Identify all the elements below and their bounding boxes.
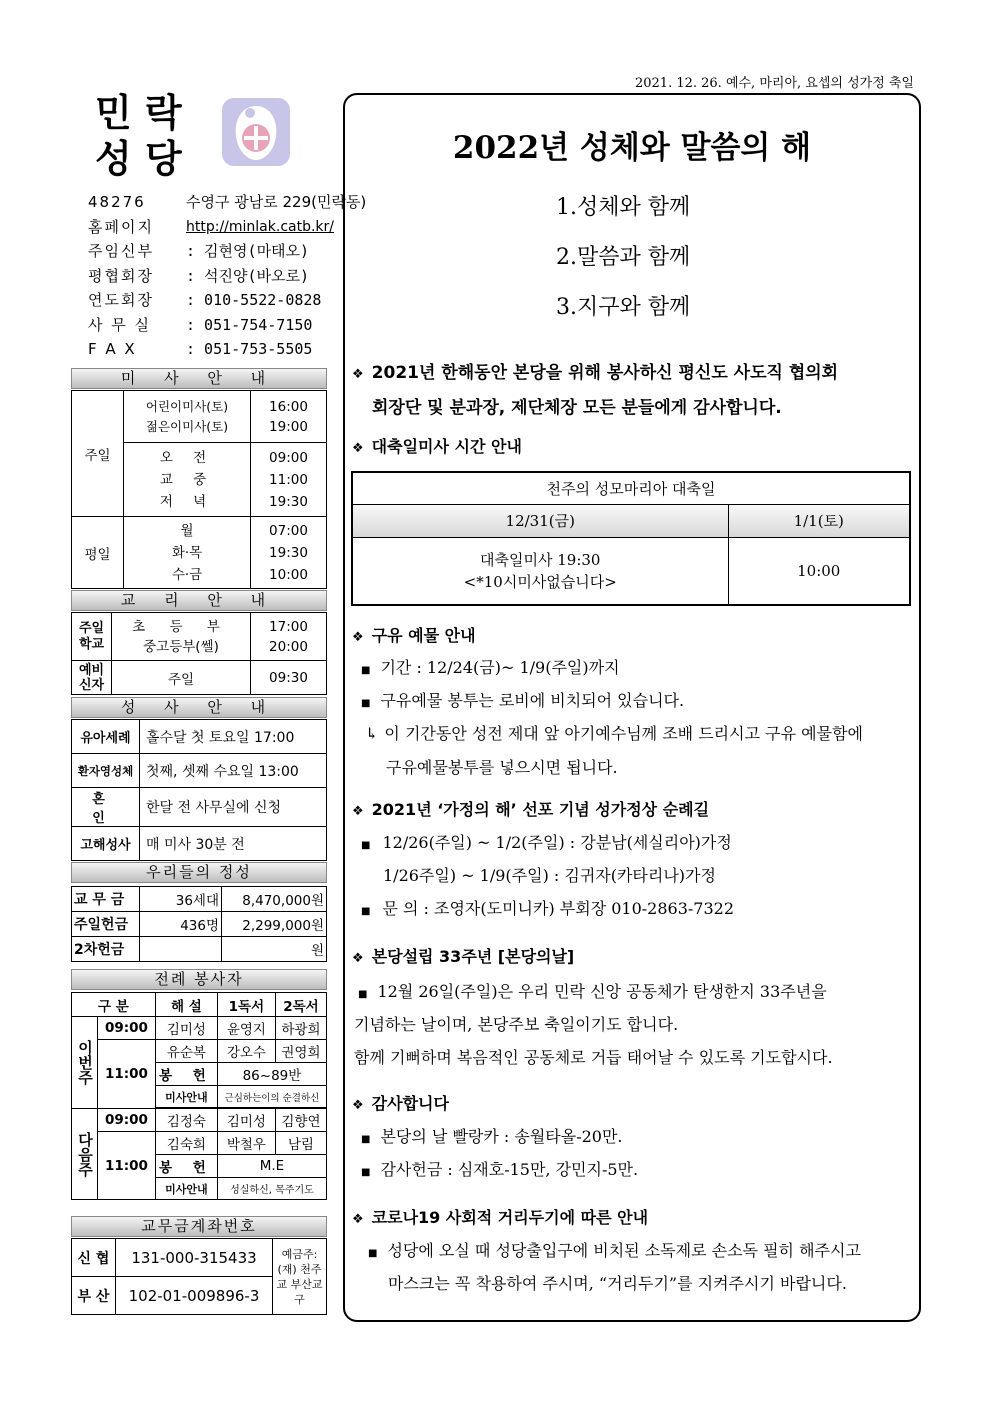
pilgrim-heading: [352, 797, 709, 820]
youth-mass-time: 19:00: [269, 418, 308, 435]
mass-table: [71, 390, 327, 589]
next-offertory-value: M.E: [217, 1155, 326, 1178]
thanks-item2: ■ 감사헌금 : 심재호-15만, 강민지-5만.: [361, 1160, 639, 1179]
diamond-bullet-icon: ❖: [352, 441, 364, 456]
sick-communion-label: 환자영성체: [72, 754, 140, 788]
church-name: [95, 90, 182, 182]
col-division: 구 분: [72, 993, 156, 1017]
am-mass: 오 전: [159, 449, 215, 466]
gift-item3: [365, 721, 863, 744]
pilgrim-heading-text: 2021년 ‘가정의 해’ 선포 기념 성가정상 순례길: [371, 800, 710, 819]
next-time2: 11:00: [98, 1132, 156, 1200]
pilgrim-family2: 1/26주일) ~ 1/9(주일) : 김귀자(카타리나)가정: [383, 866, 716, 885]
gift-period: 기간 : 12/24(금)~ 1/9(주일)까지: [380, 658, 620, 677]
mid-mass: 교 중: [159, 471, 215, 488]
diamond-bullet-icon: ❖: [352, 367, 364, 382]
thanks-offering: 감사헌금 : 심재호-15만, 강민지-5만.: [380, 1160, 639, 1179]
second-offering-amount: 원: [222, 937, 327, 962]
council-label: 평협회장: [88, 266, 154, 285]
tithe-label: 교 무 금: [72, 887, 140, 912]
office-label: 사 무 실: [88, 315, 152, 334]
fax-label: F A X: [88, 340, 137, 358]
tue-thu: 화·목: [171, 544, 203, 561]
pilgrim-family1: 12/26(주일) ~ 1/2(주일) : 강분남(세실리아)가정: [382, 833, 732, 852]
col-reading1: 1독서: [217, 993, 275, 1017]
bank2-name: 부 산: [72, 1277, 116, 1315]
next-r1-comment: 김정숙: [155, 1109, 217, 1132]
next-r2-comment: 김숙희: [155, 1132, 217, 1155]
covid-heading-text: 코로나19 사회적 거리두기에 따른 안내: [371, 1208, 649, 1227]
pastor-value: : 김현영(마태오): [186, 242, 310, 260]
bank1-name: 신 협: [72, 1239, 116, 1277]
marriage-label: 혼 인: [72, 788, 140, 827]
this-week-label: 이번주: [72, 1017, 98, 1109]
postal-code: 48276: [88, 193, 146, 211]
thanks-item1: ■ 본당의 날 빨랑카 : 송월타올-20만.: [361, 1127, 623, 1146]
address: 수영구 광남로 229(민락동): [186, 193, 367, 211]
next-r2-reading1: 박철우: [217, 1132, 275, 1155]
point-1: 1.성체와 함께: [556, 195, 691, 220]
this-offertory-label: 봉 헌: [155, 1063, 217, 1086]
tue-thu-time: 19:30: [269, 544, 308, 561]
next-week-label: 다음주: [72, 1109, 98, 1200]
account-holder: 예금주: (재) 천주교 부산교구: [273, 1239, 327, 1315]
thanks-heading-text: 감사합니다: [371, 1094, 449, 1113]
bank2-account: 102-01-009896-3: [116, 1277, 273, 1315]
church-name-line2: 성 당: [95, 136, 182, 181]
gift-envelope: 구유예물 봉투는 로비에 비치되어 있습니다.: [380, 691, 685, 710]
feast-table: [351, 471, 911, 606]
liturgy-table: [71, 992, 327, 1200]
eve-mass: 저 녁: [159, 493, 215, 510]
this-time2: 11:00: [98, 1040, 156, 1109]
gift-heading: [352, 623, 476, 646]
pilgrim-item1: ■ 12/26(주일) ~ 1/2(주일) : 강분남(세실리아)가정: [361, 833, 732, 852]
this-r2-comment: 유순복: [155, 1040, 217, 1063]
catechumen-label: 예비 신자: [72, 661, 112, 695]
this-r1-comment: 김미성: [155, 1017, 217, 1040]
liturgy-header: 전례 봉사자: [71, 969, 327, 990]
this-r2-reading2: 권영희: [275, 1040, 326, 1063]
next-usher-label: 미사안내: [155, 1178, 217, 1200]
diamond-bullet-icon: ❖: [352, 804, 364, 819]
next-offertory-label: 봉 헌: [155, 1155, 217, 1178]
office-value: : 051-754-7150: [186, 315, 313, 334]
next-time1: 09:00: [98, 1109, 156, 1132]
yeondo-value: : 010-5522-0828: [186, 291, 322, 309]
sunday-offering-amount: 2,299,000원: [222, 912, 327, 937]
edu-table: [71, 612, 327, 695]
diamond-bullet-icon: ❖: [352, 1098, 364, 1113]
marriage-value: 한달 전 사무실에 신청: [140, 788, 327, 827]
gift-heading-text: 구유 예물 안내: [371, 626, 476, 645]
tithe-amount: 8,470,000원: [222, 887, 327, 912]
offering-table: [71, 886, 327, 962]
col-commentary: 해 설: [155, 993, 217, 1017]
date-line: 2021. 12. 26. 예수, 마리아, 요셉의 성가정 축일: [634, 76, 914, 91]
thanks-line1: [352, 358, 838, 383]
arrow-icon: ↳: [365, 724, 379, 743]
gift-instruction1: 이 기간동안 성전 제대 앞 아기예수님께 조배 드리시고 구유 예물함에: [384, 724, 863, 743]
sacrament-header: 성 사 안 내: [71, 697, 327, 718]
mid-time: 11:00: [269, 471, 308, 488]
this-usher-label: 미사안내: [155, 1086, 217, 1108]
baptism-label: 유아세례: [72, 720, 140, 754]
sunday-label: 주일: [72, 391, 124, 517]
elementary-time: 17:00: [269, 618, 308, 635]
confession-label: 고해성사: [72, 827, 140, 861]
this-r1-reading2: 하광희: [275, 1017, 326, 1040]
parish-info: [88, 190, 366, 362]
homepage-link[interactable]: http://minlak.catb.kr/: [186, 218, 334, 235]
baptism-value: 홀수달 첫 토요일 17:00: [140, 720, 327, 754]
next-r1-reading2: 김향연: [275, 1109, 326, 1132]
thanks-line2: 회장단 및 분과장, 제단체장 모든 분들에게 감사합니다.: [372, 398, 782, 418]
palanca: 본당의 날 빨랑카 : 송월타올-20만.: [380, 1127, 623, 1146]
bank-table: [71, 1238, 327, 1315]
school-label: 주일 학교: [72, 613, 112, 661]
tithe-count: 36세대: [140, 887, 222, 912]
pilgrim-item3: ■ 문 의 : 조영자(도미니카) 부회장 010-2863-7322: [361, 899, 735, 918]
middle-high: 중고등부(쎌): [143, 638, 219, 655]
feast-date1: 12/31(금): [352, 504, 728, 537]
council-value: : 석진양(바오로): [186, 266, 310, 285]
monday: 월: [180, 522, 194, 539]
this-r2-reading1: 강오수: [217, 1040, 275, 1063]
wed-fri-time: 10:00: [269, 566, 308, 583]
yeondo-label: 연도회장: [88, 291, 154, 309]
offering-header: 우리들의 정성: [71, 862, 327, 883]
col-reading2: 2독서: [275, 993, 326, 1017]
church-name-line1: 민 락: [95, 90, 182, 135]
gift-instruction2: 구유예물봉투를 넣으시면 됩니다.: [386, 758, 618, 777]
diamond-bullet-icon: ❖: [352, 630, 364, 645]
gift-item1: ■ 기간 : 12/24(금)~ 1/9(주일)까지: [361, 658, 620, 677]
middle-high-time: 20:00: [269, 638, 308, 655]
this-r1-reading1: 윤영지: [217, 1017, 275, 1040]
next-r2-reading2: 남림: [275, 1132, 326, 1155]
catechumen-time: 09:30: [251, 661, 327, 695]
this-usher-value: 근심하는이의 순결하신: [217, 1086, 326, 1108]
mass-header: 미 사 안 내: [71, 368, 327, 389]
covid-heading: [352, 1205, 648, 1228]
edu-header: 교 리 안 내: [71, 590, 327, 611]
anniv-line1: ■ 12월 26일(주일)은 우리 민락 신앙 공동체가 탄생한지 33주년을: [358, 982, 827, 1001]
feast-mass-time: 대축일미사 19:30: [480, 550, 601, 569]
children-mass-time: 16:00: [269, 398, 308, 415]
covid-text2: 마스크는 꼭 착용하여 주시며, “거리두기”를 지켜주시기 바랍니다.: [388, 1274, 847, 1293]
feast-no-10am: <*10시미사없습니다>: [463, 572, 617, 591]
covid-item1: ■ 성당에 오실 때 성당출입구에 비치된 소독제로 손소독 필히 해주시고: [368, 1241, 861, 1260]
anniv-text1: 12월 26일(주일)은 우리 민락 신앙 공동체가 탄생한지 33주년을: [377, 982, 827, 1001]
eve-time: 19:30: [269, 493, 308, 510]
second-offering-count: [140, 937, 222, 962]
second-offering-label: 2차헌금: [72, 937, 140, 962]
elementary: 초 등 부: [132, 618, 230, 635]
pastor-label: 주임신부: [88, 242, 154, 260]
sunday-offering-count: 436명: [140, 912, 222, 937]
anniv-text2: 기념하는 날이며, 본당주보 축일이기도 합니다.: [354, 1015, 679, 1034]
thanks-text1: 2021년 한해동안 본당을 위해 봉사하신 평신도 사도직 협의회: [371, 363, 839, 383]
monday-time: 07:00: [269, 522, 308, 539]
children-mass: 어린이미사(토): [145, 398, 229, 414]
diamond-bullet-icon: ❖: [352, 1212, 364, 1227]
bank1-account: 131-000-315433: [116, 1239, 273, 1277]
this-time1: 09:00: [98, 1017, 156, 1040]
feast-date2: 1/1(토): [728, 504, 910, 537]
parish-logo-icon: [220, 96, 292, 168]
gift-item2: ■ 구유예물 봉투는 로비에 비치되어 있습니다.: [361, 691, 685, 710]
diamond-bullet-icon: ❖: [352, 951, 364, 966]
headline: 2022년 성체와 말씀의 해: [452, 130, 812, 166]
sunday-offering-label: 주일헌금: [72, 912, 140, 937]
thanks-heading: [352, 1091, 449, 1114]
anniv-heading-text: 본당설립 33주년 [본당의날]: [371, 947, 575, 966]
weekday-label: 평일: [72, 517, 124, 589]
bank-header: 교무금계좌번호: [71, 1216, 327, 1237]
am-time: 09:00: [269, 449, 308, 466]
sacrament-table: [71, 719, 327, 861]
feast-heading: [352, 434, 522, 457]
homepage-label: 홈페이지: [88, 217, 154, 236]
catechumen-day: 주일: [112, 661, 251, 695]
confession-value: 매 미사 30분 전: [140, 827, 327, 861]
youth-mass: 젊은이미사(토): [145, 418, 229, 434]
point-3: 3.지구와 함께: [556, 295, 691, 320]
point-2: 2.말씀과 함께: [556, 245, 691, 270]
anniv-heading: [352, 944, 574, 967]
pilgrim-contact: 문 의 : 조영자(도미니카) 부회장 010-2863-7322: [382, 899, 735, 918]
next-usher-value: 성실하신, 목주기도: [217, 1178, 326, 1200]
feast-heading-text: 대축일미사 시간 안내: [371, 437, 522, 456]
feast-day2-time: 10:00: [728, 537, 910, 605]
fax-value: : 051-753-5505: [186, 340, 313, 358]
sick-communion-value: 첫째, 셋째 수요일 13:00: [140, 754, 327, 788]
this-offertory-value: 86~89반: [217, 1063, 326, 1086]
next-r1-reading1: 김미성: [217, 1109, 275, 1132]
anniv-text3: 함께 기뻐하며 복음적인 공동체로 거듭 태어날 수 있도록 기도합시다.: [354, 1048, 833, 1067]
feast-title: 천주의 성모마리아 대축일: [352, 472, 910, 504]
wed-fri: 수·금: [171, 566, 203, 583]
covid-text1: 성당에 오실 때 성당출입구에 비치된 소독제로 손소독 필히 해주시고: [387, 1241, 861, 1260]
